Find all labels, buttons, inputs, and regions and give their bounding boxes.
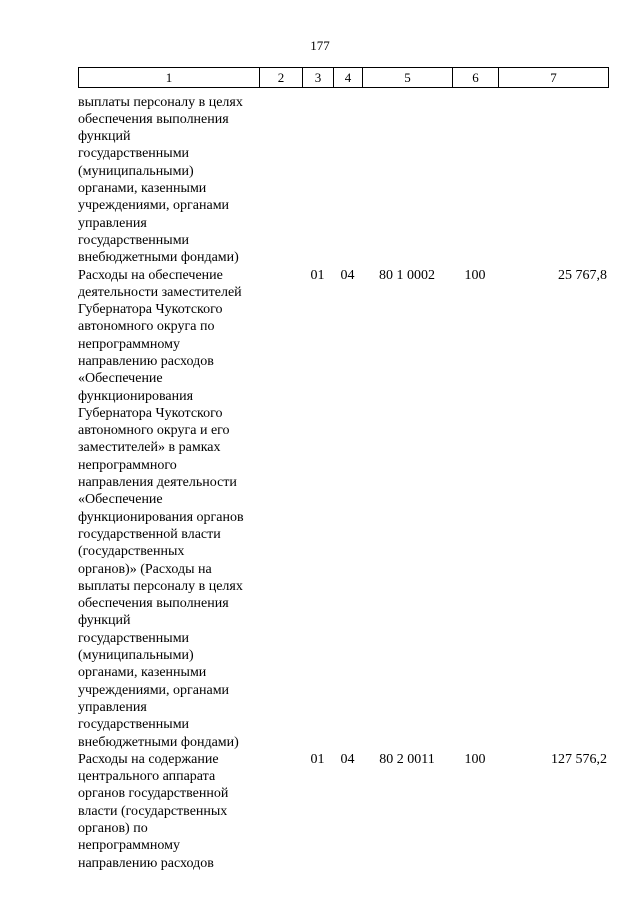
cell-c6: 100 [464,267,486,283]
description-line: функционирования [78,388,194,404]
description-line: органов государственной [78,786,229,802]
description-line: «Обеспечение [78,492,163,508]
description-line: функций [78,613,131,629]
cell-c3: 01 [310,751,325,767]
description-line: управления [78,215,147,231]
description-line: Расходы на обеспечение [78,267,223,283]
description-line: (государственных [78,544,185,560]
cell-c3: 01 [310,267,325,283]
description-line: государственными [78,232,190,248]
description-line: (муниципальными) [78,163,194,179]
description-line: центрального аппарата [78,769,216,785]
description-line: органов)» (Расходы на [78,561,212,577]
cell-c5: 80 1 0002 [379,267,435,283]
cell-c6: 100 [464,751,486,767]
description-line: направлению расходов [78,353,214,369]
description-line: органами, казенными [78,180,207,196]
cell-c4: 04 [340,267,355,283]
description-line: направлению расходов [78,855,214,871]
description-line: внебюджетными фондами) [78,250,239,266]
description-line: функционирования органов [78,509,244,525]
description-line: органов) по [78,821,148,837]
header-col-4: 4 [334,68,363,87]
description-line: «Обеспечение [78,371,163,387]
header-col-5: 5 [363,68,453,87]
description-line: обеспечения выполнения [78,596,229,612]
description-line: непрограммному [78,838,180,854]
description-line: автономного округа и его [78,423,230,439]
cell-c5: 80 2 0011 [379,751,435,767]
description-line: непрограммного [78,457,177,473]
description-line: выплаты персоналу в целях [78,94,243,110]
description-line: выплаты персоналу в целях [78,578,243,594]
description-line: непрограммному [78,336,180,352]
description-line: органами, казенными [78,665,207,681]
description-line: Губернатора Чукотского [78,405,223,421]
description-line: учреждениями, органами [78,198,230,214]
description-line: функций [78,129,131,145]
page-number: 177 [310,38,330,53]
description-line: заместителей» в рамках [78,440,221,456]
cell-amount: 25 767,8 [558,267,607,283]
header-col-1: 1 [79,68,260,87]
description-line: обеспечения выполнения [78,111,229,127]
cell-amount: 127 576,2 [551,751,607,767]
description-line: Расходы на содержание [78,751,219,767]
row-description [78,751,263,872]
description-line: (муниципальными) [78,648,194,664]
table-header [78,67,609,88]
description-line: государственными [78,146,190,162]
description-line: Губернатора Чукотского [78,302,223,318]
description-line: власти (государственных [78,803,228,819]
description-line: государственными [78,717,190,733]
header-col-7: 7 [550,70,557,85]
description-line: государственной власти [78,526,221,542]
description-line: внебюджетными фондами) [78,734,239,750]
header-col-6: 6 [453,68,499,87]
header-col-3: 3 [303,68,334,87]
row-description [78,94,263,267]
description-line: управления [78,699,147,715]
header-col-2: 2 [260,68,303,87]
description-line: деятельности заместителей [78,284,242,300]
description-line: учреждениями, органами [78,682,230,698]
description-line: государственными [78,630,190,646]
description-line: направления деятельности [78,475,237,491]
cell-c4: 04 [340,751,355,767]
row-description [78,267,263,751]
description-line: автономного округа по [78,319,215,335]
